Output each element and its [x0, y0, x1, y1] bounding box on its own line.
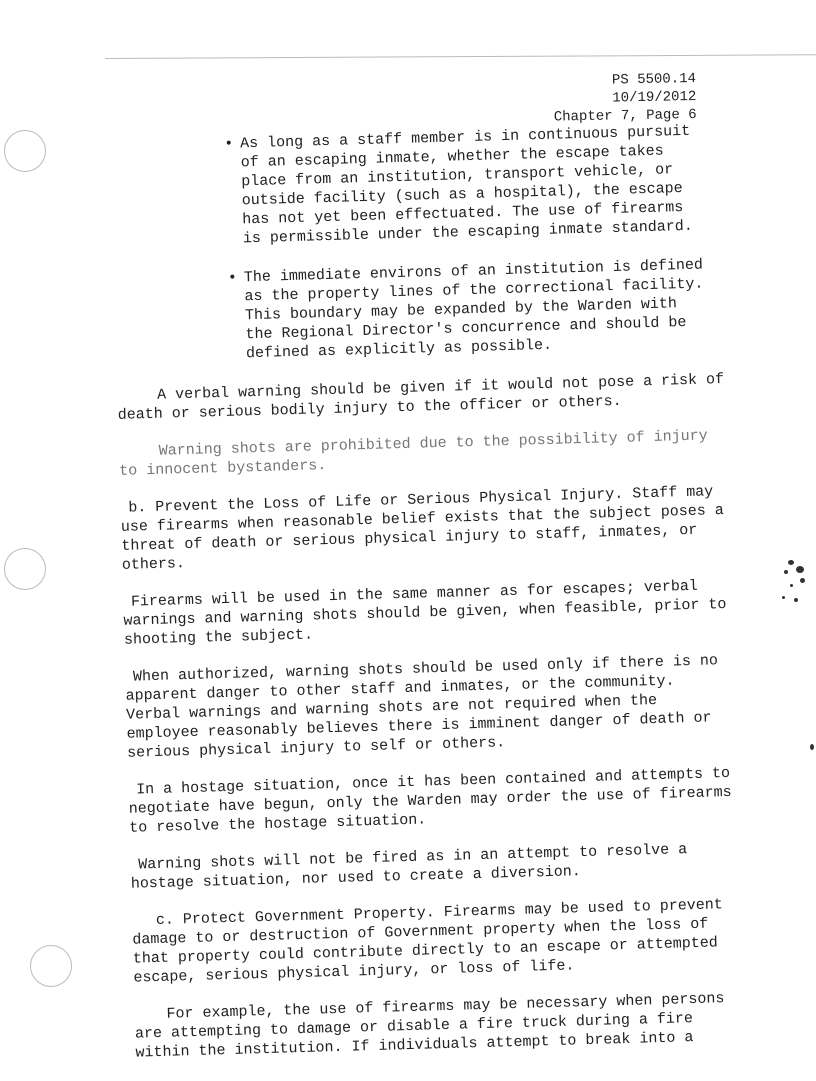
para-same-manner: Firearms will be used in the same manner as for escapes; verbal warnings and warning shots should be given, when feasible, prior to shooting the subject. [123, 577, 727, 649]
document-header [553, 70, 697, 126]
scan-edge-line [105, 54, 816, 59]
para-when-authorized: When authorized, warning shots should be used only if there is no apparent danger to other staff and inmates, or the community. Verbal warnings and warning shots are not required when the employee reasonably believes there is imminent danger of death or serious physical injury to self or others. [125, 652, 719, 762]
para-fire-truck-example: For example, the use of firearms may be necessary when persons are attempting to damage or disable a fire truck during a fire within the institution. If individuals attempt to break into a [134, 990, 725, 1062]
para-verbal-warning: A verbal warning should be given if it would not pose a risk of death or serious bodily injury to the officer or others. [117, 370, 725, 424]
bullet-continuous-pursuit: • As long as a staff member is in continuous pursuit of an escaping inmate, whether the escape takes place from an institution, transport vehicle, or outside facility (such as a hospital), the escape has not yet been effectuated. The use of firearms is permissible under the escaping inmate standard. [240, 122, 703, 249]
doc-date: 10/19/2012 [612, 88, 697, 107]
para-warning-shots-prohibited: Warning shots are prohibited due to the possibility of injury to innocent bystanders. [119, 427, 708, 480]
section-b-prevent-loss-of-life: b. Prevent the Loss of Life or Serious Physical Injury. Staff may use firearms when reasonable belief exists that the subject poses a threat of death or serious physical injury to staff, inmates, or others. [120, 483, 724, 574]
para-hostage-situation: In a hostage situation, once it has been contained and attempts to negotiate have begun, only the Warden may order the use of firearms to resolve the hostage situation. [128, 764, 732, 837]
doc-number: PS 5500.14 [612, 70, 697, 89]
chapter-page: Chapter 7, Page 6 [553, 106, 697, 126]
punch-hole-bottom [30, 945, 72, 987]
punch-hole-middle [4, 548, 46, 590]
section-c-protect-property: c. Protect Government Property. Firearms may be used to prevent damage to or destruction of Government property when the loss of that property could contribute directly to an escape or attempted escape, serious physical injury, or loss of life. [132, 896, 723, 987]
punch-hole-top [4, 130, 46, 172]
document-body [110, 121, 748, 1081]
bullet-immediate-environs: • The immediate environs of an institution is defined as the property lines of the correctional facility. This boundary may be expanded by the Warden with the Regional Director's concurrence and should be defined as explicitly as possible. [244, 255, 706, 363]
para-hostage-warning-shots: Warning shots will not be fired as in an attempt to resolve a hostage situation, nor used to create a diversion. [130, 841, 688, 893]
